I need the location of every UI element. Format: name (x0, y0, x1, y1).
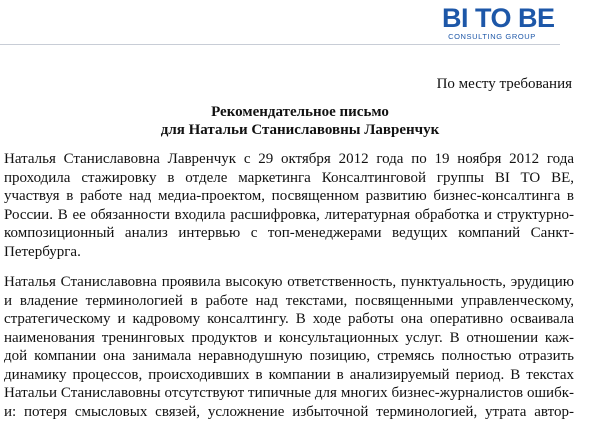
logo-brand-right: TO BE (475, 3, 555, 33)
paragraph-line: участвуя в работе над медиа-проектом, посвященном развитию бизнес-консалтинга в (4, 187, 574, 206)
paragraph-line: Натальи Станиславовны отсутствуют типичные для многих бизнес-журналистов ошибк- (4, 384, 574, 403)
company-logo (442, 4, 542, 42)
paragraph-line: Наталья Станиславовна Лавренчук с 29 октября 2012 года по 19 ноября 2012 года (4, 150, 574, 169)
addressee: По месту требования (437, 75, 572, 93)
logo-tagline: CONSULTING GROUP (442, 32, 542, 42)
header-divider (0, 44, 560, 45)
letter-body (4, 150, 574, 421)
logo-brand-left: BI (442, 3, 468, 33)
paragraph-2 (4, 273, 574, 421)
paragraph-line: и: потеря смысловых связей, усложнение избыточной терминологией, утрата автор- (4, 403, 574, 421)
paragraph-line: Петербурга. (4, 243, 574, 262)
paragraph-spacer (4, 261, 574, 273)
paragraph-line: динамику процессов, происходивших в компании в анализируемый период. В текстах (4, 366, 574, 385)
title-line-2: для Натальи Станиславовны Лавренчук (0, 121, 600, 139)
logo-wordmark (442, 4, 542, 32)
paragraph-line: стратегическому и кадровому консалтингу. В ходе работы она оперативно осваивала (4, 310, 574, 329)
letter-title (0, 103, 600, 139)
paragraph-1 (4, 150, 574, 261)
paragraph-line: наименования тренинговых продуктов и консультационных услуг. В отношении каж- (4, 329, 574, 348)
paragraph-line: Наталья Станиславовна проявила высокую ответственность, пунктуальность, эрудицию (4, 273, 574, 292)
paragraph-line: и владение терминологией в работе над текстами, посвященными управленческому, (4, 292, 574, 311)
paragraph-line: композиционный анализ интервью с топ-менеджерами ведущих компаний Санкт- (4, 224, 574, 243)
paragraph-line: проходила стажировку в отделе маркетинга Консалтинговой группы BI TO BE, (4, 169, 574, 188)
paragraph-line: России. В ее обязанности входила расшифровка, литературная обработка и структурно- (4, 206, 574, 225)
title-line-1: Рекомендательное письмо (0, 103, 600, 121)
paragraph-line: дой компании она занимала неравнодушную позицию, стремясь полностью отразить (4, 347, 574, 366)
